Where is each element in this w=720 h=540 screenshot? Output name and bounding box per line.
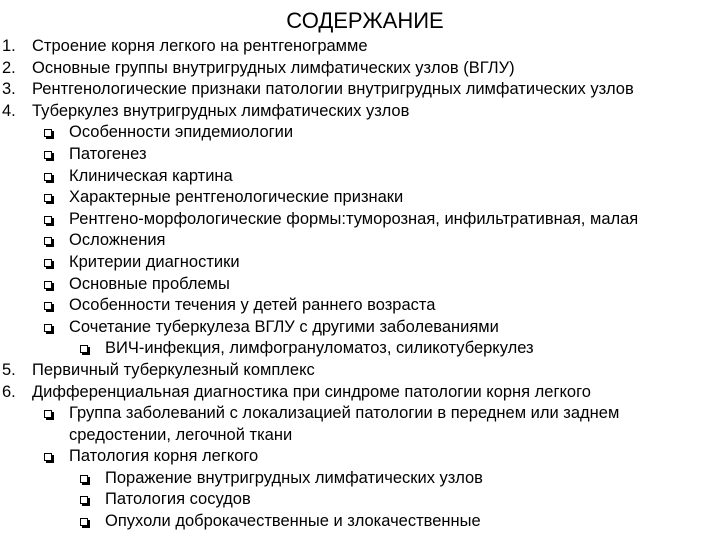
item-number: 5. [2,360,16,379]
square-bullet-icon [44,259,52,267]
sub-list-item [0,166,720,188]
sub-list-item [0,187,720,209]
contents-list [0,36,720,533]
square-bullet-icon [44,453,52,461]
sub-list-item [0,252,720,274]
item-text: ВИЧ-инфекция, лимфогрануломатоз, силикотуберкулез [105,339,534,358]
item-text: Строение корня легкого на рентгенограмме [32,37,368,55]
item-text: Особенности течения у детей раннего возраста [69,296,436,315]
square-bullet-icon [44,281,52,289]
item-text: Патология сосудов [105,490,251,509]
sub-sub-list-item [0,338,720,360]
sub-list-item [0,446,720,468]
item-text: Патогенез [69,144,147,163]
item-text: Клиническая картина [69,166,233,185]
square-bullet-icon [80,345,88,353]
item-text: Осложнения [69,231,166,250]
square-bullet-icon [44,302,52,310]
item-number: 3. [2,80,16,99]
sub-list-item [0,317,720,339]
sub-sub-list-item [0,511,720,533]
square-bullet-icon [80,518,88,526]
sub-list-item [0,295,720,317]
item-text: Критерии диагностики [69,252,240,271]
item-number: 1. [2,37,16,55]
list-item [0,58,720,80]
list-item [0,79,720,101]
square-bullet-icon [44,173,52,181]
square-bullet-icon [44,194,52,202]
sub-list-item [0,274,720,296]
page-title: СОДЕРЖАНИЕ [286,8,444,33]
item-text: Опухоли доброкачественные и злокачественные [105,512,481,531]
item-text: Патология корня легкого [69,447,259,466]
item-text: Туберкулез внутригрудных лимфатических узлов [32,101,410,120]
list-item [0,360,720,382]
item-text: Основные проблемы [69,274,230,293]
square-bullet-icon [44,129,52,137]
item-number: 2. [2,58,16,77]
sub-sub-list-item [0,489,720,511]
list-item [0,382,720,404]
item-text: Особенности эпидемиологии [69,123,294,142]
square-bullet-icon [80,475,88,483]
item-text: Группа заболеваний с локализацией патологии в переднем или заднем [69,404,620,423]
sub-list-item [0,122,720,144]
item-text: Дифференциальная диагностика при синдроме патологии корня легкого [32,382,591,401]
item-text: Первичный туберкулезный комплекс [32,360,315,379]
item-text: Рентгено-морфологические формы:туморозная, инфильтративная, малая [69,209,639,228]
item-text: Поражение внутригрудных лимфатических узлов [105,468,483,487]
square-bullet-icon [44,410,52,418]
sub-sub-list-item [0,468,720,490]
square-bullet-icon [44,151,52,159]
square-bullet-icon [80,496,88,504]
list-item [0,36,720,58]
sub-list-item-continuation [0,425,720,447]
item-text: средостении, легочной ткани [69,425,293,444]
item-text: Характерные рентгенологические признаки [69,188,404,207]
square-bullet-icon [44,216,52,224]
sub-list-item [0,209,720,231]
item-text: Основные группы внутригрудных лимфатических узлов (ВГЛУ) [32,58,515,77]
item-text: Сочетание туберкулеза ВГЛУ с другими заболеваниями [69,317,499,336]
item-number: 6. [2,382,16,401]
square-bullet-icon [44,324,52,332]
sub-list-item [0,230,720,252]
sub-list-item [0,403,720,425]
square-bullet-icon [44,237,52,245]
item-number: 4. [2,101,16,120]
item-text: Рентгенологические признаки патологии внутригрудных лимфатических узлов [32,80,634,99]
list-item [0,101,720,123]
sub-list-item [0,144,720,166]
